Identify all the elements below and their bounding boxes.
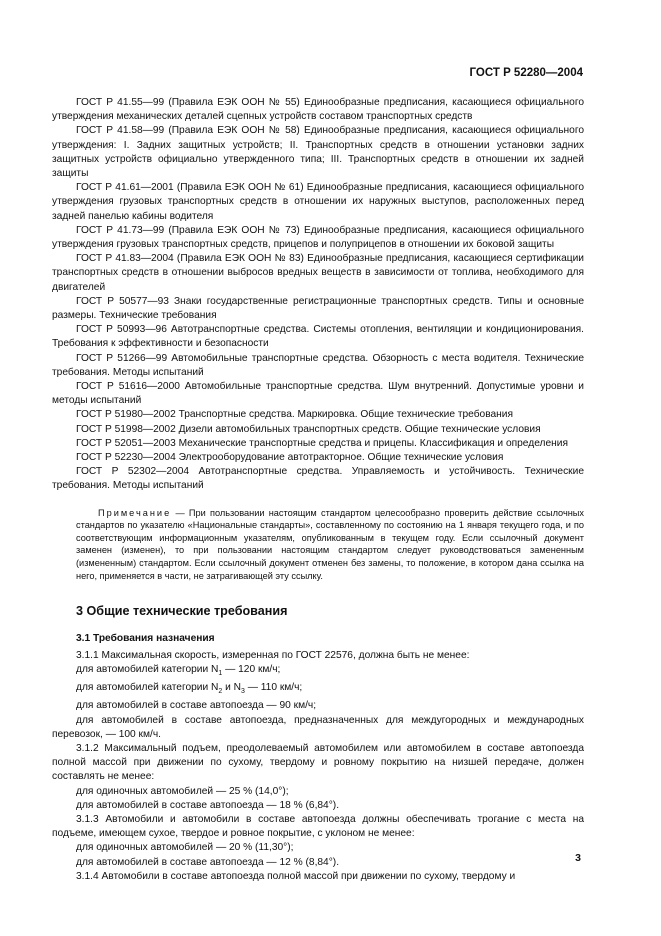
speed-intercity: для автомобилей в составе автопоезда, предназначенных для междугородных и международных перевозок, — 100 км/ч. xyxy=(52,714,584,740)
page-number: 3 xyxy=(575,852,581,864)
note-text: — При пользовании настоящим стандартом целесообразно проверить действие ссылочных стандартов по указателю «Национальные стандарты», составленному по состоянию на 1 января текущего года, и по соответствующим информационным указателям, опубликованным в текущем году. Если ссылочный документ заменен (изменен), то при пользовании настоящим стандартом следует руководствоваться замененным (измененным) стандартом. Если ссылочный документ отменен без замены, то положение, в котором дана ссылка на него, применяется в части, не затрагивающей эту ссылку. xyxy=(76,507,584,581)
reference-item: ГОСТ Р 41.61—2001 (Правила ЕЭК ООН № 61) Единообразные предписания, касающиеся официального утверждения грузовых транспортных средств в отношении их наружных выступов, расположенных перед задней панелью кабины водителя xyxy=(52,182,584,222)
reference-item: ГОСТ Р 51616—2000 Автомобильные транспортные средства. Шум внутренний. Допустимые уровни и методы испытаний xyxy=(52,381,584,407)
subsection-title: 3.1 Требования назначения xyxy=(76,633,215,645)
references-list xyxy=(52,96,584,494)
note-label: Примечание xyxy=(98,507,172,518)
speed-train: для автомобилей в составе автопоезда — 90 км/ч; xyxy=(76,700,317,712)
document-header: ГОСТ Р 52280—2004 xyxy=(469,67,583,79)
reference-item: ГОСТ Р 52051—2003 Механические транспортные средства и прицепы. Классификация и определения xyxy=(76,437,568,449)
speed-n1: для автомобилей категории $N_1$ — 120 км/ч; xyxy=(76,663,281,677)
clause-3-1-3: 3.1.3 Автомобили и автомобили в составе автопоезда должны обеспечивать трогание с места на подъеме, имеющем сухое, твердое и ровное покрытие, с уклоном не менее: xyxy=(52,813,584,840)
reference-item: ГОСТ Р 50577—93 Знаки государственные регистрационные транспортных средств. Типы и основные размеры. Технические требования xyxy=(52,295,584,322)
page-content xyxy=(52,96,584,884)
section-title: 3 Общие технические требования xyxy=(76,604,288,619)
climb-single: для одиночных автомобилей — 25 % (14,0°); xyxy=(76,785,289,797)
reference-item: ГОСТ Р 50993—96 Автотранспортные средства. Системы отопления, вентиляции и кондиционирования. Требования к эффективности и безопасности xyxy=(52,324,584,350)
reference-item: ГОСТ Р 52302—2004 Автотранспортные средства. Управляемость и устойчивость. Технические требования. Методы испытаний xyxy=(52,466,584,492)
reference-item: ГОСТ Р 51980—2002 Транспортные средства. Маркировка. Общие технические требования xyxy=(76,409,513,421)
start-train: для автомобилей в составе автопоезда — 12 % (8,84°). xyxy=(76,856,340,868)
reference-item: ГОСТ Р 51266—99 Автомобильные транспортные средства. Обзорность с места водителя. Технические требования. Методы испытаний xyxy=(52,352,584,378)
note-paragraph xyxy=(76,507,584,583)
clause-3-1-2: 3.1.2 Максимальный подъем, преодолеваемый автомобилем или автомобилем в составе автопоезда полной массой при движении по сухому, твердому и ровному покрытию на низшей передаче, должен составлять не менее: xyxy=(52,742,584,783)
clause-3-1-1: 3.1.1 Максимальная скорость, измеренная по ГОСТ 22576, должна быть не менее: xyxy=(76,649,470,661)
reference-item: ГОСТ Р 51998—2002 Дизели автомобильных транспортных средств. Общие технические условия xyxy=(76,423,541,435)
reference-item: ГОСТ Р 41.55—99 (Правила ЕЭК ООН № 55) Единообразные предписания, касающиеся официального утверждения механических деталей сцепных устройств составом транспортных средств xyxy=(52,97,584,123)
reference-item: ГОСТ Р 52230—2004 Электрооборудование автотракторное. Общие технические условия xyxy=(76,452,504,464)
reference-item: ГОСТ Р 41.58—99 (Правила ЕЭК ООН № 58) Единообразные предписания, касающиеся официального утверждения: I. Задних защитных устройств; II. Транспортных средств в отношении установки задних защитных устройств официально утвержденного типа; III. Транспортных средств в отношении их задней защиты xyxy=(52,125,584,180)
climb-train: для автомобилей в составе автопоезда — 18 % (6,84°). xyxy=(76,799,340,811)
reference-item: ГОСТ Р 41.73—99 (Правила ЕЭК ООН № 73) Единообразные предписания, касающиеся официального утверждения грузовых транспортных средств, прицепов и полуприцепов в отношении их боковой защиты xyxy=(52,224,584,251)
clause-3-1-4: 3.1.4 Автомобили в составе автопоезда полной массой при движении по сухому, твердому и xyxy=(76,870,516,882)
reference-item: ГОСТ Р 41.83—2004 (Правила ЕЭК ООН № 83) Единообразные предписания, касающиеся сертификации транспортных средств в отношении выбросов вредных веществ в зависимости от топлива, необходимого для двигателей xyxy=(52,253,584,293)
speed-n2-n3: для автомобилей категории $N_2$ и $N_3$ — 110 км/ч; xyxy=(76,682,303,696)
start-single: для одиночных автомобилей — 20 % (11,30°); xyxy=(76,842,294,854)
